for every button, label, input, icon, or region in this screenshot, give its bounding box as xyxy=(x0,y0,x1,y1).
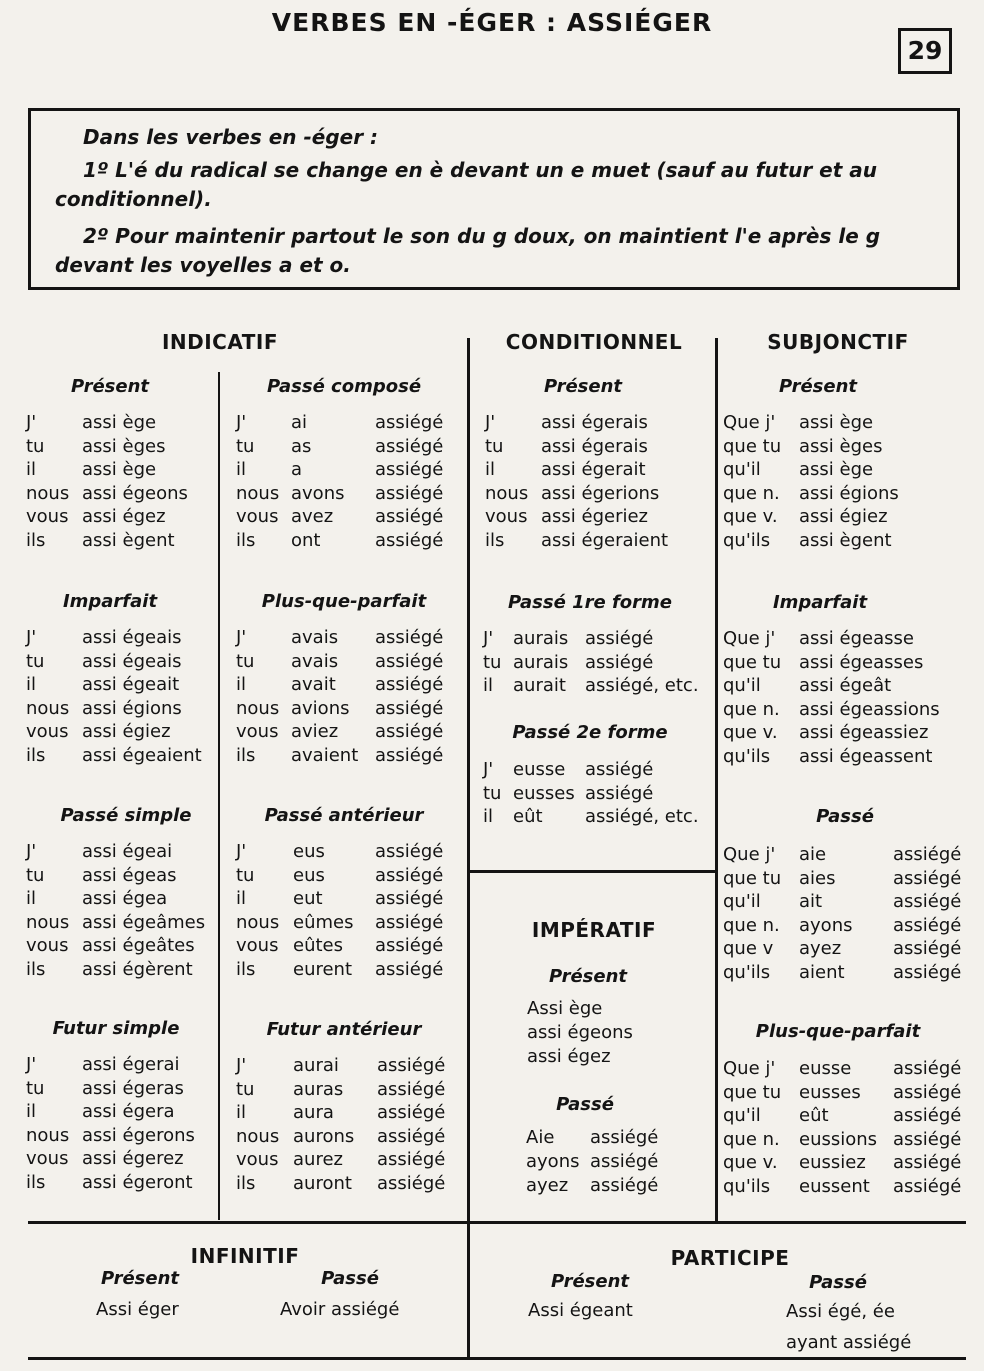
heading-participe: PARTICIPE xyxy=(670,1246,790,1270)
pronoun: tu xyxy=(26,864,45,886)
participle: assiégé xyxy=(375,697,444,719)
divider-page-bottom xyxy=(28,1357,966,1360)
participle: assiégé xyxy=(375,958,444,980)
tense-indicatif-passe-simple: Passé simple xyxy=(60,805,192,826)
verb-form: assi èges xyxy=(799,435,883,457)
pronoun: il xyxy=(236,888,247,910)
participle: assiégé xyxy=(893,938,962,960)
participle: assiégé xyxy=(893,1152,962,1174)
auxiliary: eussions xyxy=(799,1128,878,1150)
verb-form: assi égeons xyxy=(82,482,188,504)
participle: assiégé xyxy=(893,914,962,936)
pronoun: nous xyxy=(26,911,70,933)
tense-subjonctif-plus-que-parfait: Plus-que-parfait xyxy=(755,1021,921,1042)
divider-main-bottom xyxy=(28,1221,966,1224)
auxiliary: eusse xyxy=(799,1058,852,1079)
auxiliary: ayez xyxy=(526,1175,569,1196)
pronoun: vous xyxy=(236,721,279,743)
page-number: 29 xyxy=(898,28,952,74)
pronoun: J' xyxy=(483,628,494,649)
participle: assiégé, etc. xyxy=(585,806,699,828)
auxiliary: avais xyxy=(291,627,339,648)
tense-conditionnel-present: Présent xyxy=(543,376,623,397)
pronoun: J' xyxy=(26,627,37,648)
verb-form: assi égiez xyxy=(82,721,171,743)
participle: assiégé xyxy=(893,1105,962,1127)
pronoun: ils xyxy=(236,1172,256,1194)
auxiliary: ayons xyxy=(799,914,853,936)
participle: assiégé xyxy=(375,721,444,743)
verb-form: assi ège xyxy=(82,459,157,481)
page-title: VERBES EN -ÉGER : ASSIÉGER xyxy=(271,8,713,37)
participle: assiégé xyxy=(375,650,444,672)
block-indicatif-plus-que-parfait xyxy=(236,626,443,768)
block-indicatif-passe-anterieur xyxy=(236,840,443,982)
participle: assiégé xyxy=(377,1055,446,1076)
auxiliary: aurons xyxy=(293,1125,355,1147)
participle: assiégé xyxy=(377,1172,446,1194)
auxiliary: avez xyxy=(291,506,334,528)
block-indicatif-futur-simple xyxy=(26,1053,195,1195)
pronoun: J' xyxy=(236,841,247,862)
pronoun: J' xyxy=(26,841,37,862)
verb-form: assi égeriez xyxy=(541,506,649,528)
pronoun: tu xyxy=(483,651,502,673)
auxiliary: a xyxy=(291,459,303,481)
block-imperatif-present xyxy=(527,997,633,1069)
auxiliary: eusse xyxy=(513,759,566,780)
tense-indicatif-passe-anterieur: Passé antérieur xyxy=(264,805,424,826)
verb-form: assi èges xyxy=(82,435,166,457)
participe-present-value: Assi égeant xyxy=(528,1300,633,1321)
pronoun: nous xyxy=(26,1124,70,1146)
tense-imperatif-present: Présent xyxy=(548,966,628,987)
auxiliary: aurais xyxy=(513,651,569,673)
participle: assiégé xyxy=(893,1058,962,1079)
auxiliary: eusses xyxy=(799,1081,861,1103)
tense-imperatif-passe: Passé xyxy=(556,1094,614,1115)
participle: assiégé xyxy=(375,864,444,886)
verb-form: assi égeras xyxy=(82,1077,184,1099)
auxiliary: eût xyxy=(513,806,543,828)
participle: assiégé xyxy=(590,1175,659,1196)
auxiliary: aurait xyxy=(513,675,566,697)
participle: assiégé xyxy=(375,482,444,504)
heading-subjonctif: SUBJONCTIF xyxy=(767,330,909,354)
pronoun: il xyxy=(26,1101,37,1123)
pronoun: que n. xyxy=(723,914,780,936)
verb-form: assi égeassiez xyxy=(799,722,929,744)
rule-intro: Dans les verbes en -éger : xyxy=(83,125,379,149)
participe-passe-title: Passé xyxy=(809,1272,867,1293)
pronoun: que v xyxy=(723,938,774,960)
auxiliary: eût xyxy=(799,1105,829,1127)
pronoun: ils xyxy=(236,529,256,551)
pronoun: Que j' xyxy=(723,628,776,649)
participle: assiégé xyxy=(893,1081,962,1103)
pronoun: tu xyxy=(26,1077,45,1099)
pronoun: vous xyxy=(26,506,69,528)
auxiliary: eut xyxy=(293,888,323,910)
participle: assiégé xyxy=(377,1078,446,1100)
participle: assiégé xyxy=(893,1128,962,1150)
verb-form: assi égeront xyxy=(82,1171,193,1193)
block-conditionnel-passe-1 xyxy=(483,627,699,698)
verb-form: assi égerez xyxy=(82,1148,184,1170)
auxiliary: eusses xyxy=(513,782,575,804)
participle: assiégé xyxy=(375,627,444,648)
auxiliary: avaient xyxy=(291,744,359,766)
rule-point-2: 2º Pour maintenir partout le son du g doux, on maintient l'e après le g devant les voyelles a et o. xyxy=(55,224,881,277)
pronoun: que v. xyxy=(723,506,778,528)
auxiliary: eus xyxy=(293,864,325,886)
verb-form: assi égea xyxy=(82,888,168,910)
verb-form: assi égeassions xyxy=(799,698,940,720)
verb-form: assi ègent xyxy=(799,529,892,551)
tense-subjonctif-present: Présent xyxy=(778,376,858,397)
tense-subjonctif-passe: Passé xyxy=(816,806,874,827)
block-subjonctif-imparfait xyxy=(723,627,940,769)
pronoun: ils xyxy=(26,958,46,980)
block-indicatif-futur-anterieur xyxy=(236,1054,445,1196)
verb-form: assi égèrent xyxy=(82,958,193,980)
pronoun: ils xyxy=(236,958,256,980)
auxiliary: avions xyxy=(291,697,350,719)
verb-form: assi égeasses xyxy=(799,651,924,673)
auxiliary: eussent xyxy=(799,1175,870,1197)
verb-form: assi ège xyxy=(82,412,157,433)
pronoun: vous xyxy=(485,506,528,528)
rule-box xyxy=(28,108,960,290)
pronoun: que tu xyxy=(723,867,782,889)
imperatif-form: assi égez xyxy=(527,1046,611,1067)
pronoun: J' xyxy=(236,1055,247,1076)
auxiliary: eûmes xyxy=(293,911,354,933)
participle: assiégé xyxy=(375,744,444,766)
pronoun: que v. xyxy=(723,722,778,744)
pronoun: qu'il xyxy=(723,675,761,697)
auxiliary: as xyxy=(291,435,312,457)
participle: assiégé xyxy=(585,651,654,673)
auxiliary: auront xyxy=(293,1172,352,1194)
pronoun: nous xyxy=(236,911,280,933)
pronoun: qu'il xyxy=(723,891,761,913)
verb-form: assi ège xyxy=(799,459,874,481)
auxiliary: aura xyxy=(293,1102,334,1124)
block-subjonctif-passe xyxy=(723,843,961,985)
tense-indicatif-plus-que-parfait: Plus-que-parfait xyxy=(261,591,427,612)
pronoun: Que j' xyxy=(723,412,776,433)
participle: assiégé xyxy=(893,891,962,913)
auxiliary: aurais xyxy=(513,628,569,649)
participle: assiégé xyxy=(377,1149,446,1171)
tense-indicatif-futur-simple: Futur simple xyxy=(52,1018,180,1039)
block-subjonctif-plus-que-parfait xyxy=(723,1057,961,1199)
pronoun: que tu xyxy=(723,1081,782,1103)
pronoun: J' xyxy=(236,627,247,648)
tense-indicatif-passe-compose: Passé composé xyxy=(266,376,422,397)
pronoun: nous xyxy=(236,482,280,504)
pronoun: J' xyxy=(483,759,494,780)
block-imperatif-passe xyxy=(526,1126,658,1198)
verb-form: assi égeait xyxy=(82,674,180,696)
participle: assiégé xyxy=(590,1127,659,1148)
participle: assiégé xyxy=(893,867,962,889)
pronoun: qu'ils xyxy=(723,1175,771,1197)
tense-conditionnel-passe-1: Passé 1re forme xyxy=(507,592,672,613)
pronoun: J' xyxy=(26,412,37,433)
block-indicatif-imparfait xyxy=(26,626,202,768)
pronoun: ils xyxy=(236,744,256,766)
verb-form: assi égeât xyxy=(799,675,892,697)
heading-conditionnel: CONDITIONNEL xyxy=(505,330,683,354)
verb-form: assi égeâmes xyxy=(82,911,206,933)
pronoun: ils xyxy=(485,529,505,551)
pronoun: ils xyxy=(26,1171,46,1193)
pronoun: vous xyxy=(236,506,279,528)
block-indicatif-passe-compose xyxy=(236,411,443,553)
tense-indicatif-imparfait: Imparfait xyxy=(62,591,158,612)
pronoun: vous xyxy=(26,935,69,957)
block-indicatif-present xyxy=(26,411,188,553)
auxiliary: ayons xyxy=(526,1151,580,1172)
pronoun: tu xyxy=(236,864,255,886)
pronoun: que v. xyxy=(723,1152,778,1174)
verb-form: assi égerais xyxy=(541,435,648,457)
pronoun: il xyxy=(485,459,496,481)
pronoun: qu'ils xyxy=(723,745,771,767)
participle: assiégé xyxy=(375,459,444,481)
block-indicatif-passe-simple xyxy=(26,840,205,982)
block-conditionnel-passe-2 xyxy=(483,758,699,829)
imperatif-form: Assi ège xyxy=(527,998,603,1019)
pronoun: que n. xyxy=(723,698,780,720)
participle: assiégé xyxy=(893,1175,962,1197)
pronoun: qu'ils xyxy=(723,529,771,551)
pronoun: vous xyxy=(26,1148,69,1170)
auxiliary: avons xyxy=(291,482,345,504)
verb-form: assi égerait xyxy=(541,459,646,481)
pronoun: qu'ils xyxy=(723,961,771,983)
pronoun: nous xyxy=(26,482,70,504)
verb-form: assi égeâtes xyxy=(82,935,195,957)
tense-subjonctif-imparfait: Imparfait xyxy=(772,592,868,613)
pronoun: vous xyxy=(236,1149,279,1171)
verb-form: assi égeais xyxy=(82,650,182,672)
infinitif-passe-value: Avoir assiégé xyxy=(280,1299,400,1320)
participle: assiégé xyxy=(585,782,654,804)
auxiliary: ont xyxy=(291,529,321,551)
verb-form: assi égeas xyxy=(82,864,177,886)
pronoun: ils xyxy=(26,529,46,551)
pronoun: il xyxy=(236,459,247,481)
verb-form: assi égez xyxy=(82,506,166,528)
participle: assiégé xyxy=(375,529,444,551)
participle: assiégé xyxy=(375,935,444,957)
pronoun: il xyxy=(26,459,37,481)
pronoun: il xyxy=(236,1102,247,1124)
auxiliary: eurent xyxy=(293,958,353,980)
verb-form: assi égerions xyxy=(541,482,660,504)
block-subjonctif-present xyxy=(723,411,899,553)
auxiliary: auras xyxy=(293,1078,344,1100)
pronoun: tu xyxy=(26,650,45,672)
divider-indicatif-conditionnel xyxy=(467,338,470,1222)
verb-form: assi ège xyxy=(799,412,874,433)
verb-form: assi égerons xyxy=(82,1124,195,1146)
pronoun: tu xyxy=(236,435,255,457)
imperatif-form: assi égeons xyxy=(527,1022,633,1043)
pronoun: qu'il xyxy=(723,459,761,481)
pronoun: il xyxy=(236,674,247,696)
pronoun: J' xyxy=(236,412,247,433)
participle: assiégé xyxy=(585,628,654,649)
participle: assiégé, etc. xyxy=(585,675,699,697)
participle: assiégé xyxy=(377,1125,446,1147)
pronoun: tu xyxy=(483,782,502,804)
auxiliary: eussiez xyxy=(799,1152,866,1174)
tense-conditionnel-passe-2: Passé 2e forme xyxy=(512,722,668,743)
divider-conditionnel-subjonctif xyxy=(715,338,718,1222)
pronoun: vous xyxy=(26,721,69,743)
pronoun: Que j' xyxy=(723,844,776,865)
verb-form: assi égeais xyxy=(82,627,182,648)
divider-infinitif-participe xyxy=(467,1222,470,1358)
participle: assiégé xyxy=(375,841,444,862)
participle: assiégé xyxy=(375,506,444,528)
pronoun: il xyxy=(483,806,494,828)
auxiliary: aviez xyxy=(291,721,339,743)
verb-form: assi égions xyxy=(799,482,899,504)
pronoun: que tu xyxy=(723,435,782,457)
verb-form: assi égiez xyxy=(799,506,888,528)
pronoun: que n. xyxy=(723,482,780,504)
pronoun: il xyxy=(26,888,37,910)
auxiliary: avais xyxy=(291,650,339,672)
auxiliary: Aie xyxy=(526,1127,555,1148)
verb-form: assi égerais xyxy=(541,412,648,433)
participle: assiégé xyxy=(375,911,444,933)
pronoun: vous xyxy=(236,935,279,957)
heading-imperatif: IMPÉRATIF xyxy=(531,918,657,942)
heading-indicatif: INDICATIF xyxy=(161,330,279,354)
participle: assiégé xyxy=(375,888,444,910)
auxiliary: aurez xyxy=(293,1149,343,1171)
pronoun: qu'il xyxy=(723,1105,761,1127)
pronoun: que n. xyxy=(723,1128,780,1150)
rule-point-1: 1º L'é du radical se change en è devant un e muet (sauf au futur et au conditionnel). xyxy=(55,158,878,211)
verb-form: assi égeassent xyxy=(799,745,933,767)
auxiliary: avait xyxy=(291,674,336,696)
verb-form: assi égeai xyxy=(82,841,173,862)
pronoun: J' xyxy=(485,412,496,433)
auxiliary: aient xyxy=(799,961,845,983)
pronoun: que tu xyxy=(723,651,782,673)
pronoun: il xyxy=(483,675,494,697)
tense-indicatif-futur-anterieur: Futur antérieur xyxy=(266,1019,422,1040)
participle: assiégé xyxy=(375,674,444,696)
participle: assiégé xyxy=(893,844,962,865)
auxiliary: ayez xyxy=(799,938,842,960)
infinitif-present-title: Présent xyxy=(100,1268,180,1289)
pronoun: nous xyxy=(26,697,70,719)
pronoun: nous xyxy=(236,697,280,719)
pronoun: J' xyxy=(26,1054,37,1075)
participle: assiégé xyxy=(590,1151,659,1172)
verb-form: assi égeasse xyxy=(799,628,914,649)
pronoun: tu xyxy=(236,650,255,672)
auxiliary: eûtes xyxy=(293,935,343,957)
participe-passe-value-2: ayant assiégé xyxy=(786,1332,912,1353)
participe-present-title: Présent xyxy=(550,1271,630,1292)
block-conditionnel-present xyxy=(485,411,668,553)
pronoun: il xyxy=(26,674,37,696)
divider-indicatif-columns xyxy=(218,372,220,1220)
auxiliary: aies xyxy=(799,867,836,889)
pronoun: nous xyxy=(236,1125,280,1147)
auxiliary: ai xyxy=(291,412,308,433)
participle: assiégé xyxy=(375,435,444,457)
infinitif-present-value: Assi éger xyxy=(96,1299,179,1320)
pronoun: nous xyxy=(485,482,529,504)
pronoun: Que j' xyxy=(723,1058,776,1079)
divider-conditionnel-imperatif xyxy=(469,870,716,873)
verb-form: assi égions xyxy=(82,697,182,719)
verb-form: assi égera xyxy=(82,1101,175,1123)
verb-form: assi égerai xyxy=(82,1054,180,1075)
auxiliary: aie xyxy=(799,844,827,865)
verb-form: assi ègent xyxy=(82,529,175,551)
verb-form: assi égeaient xyxy=(82,744,202,766)
auxiliary: ait xyxy=(799,891,823,913)
auxiliary: aurai xyxy=(293,1055,339,1076)
infinitif-passe-title: Passé xyxy=(321,1268,379,1289)
participle: assiégé xyxy=(893,961,962,983)
heading-infinitif: INFINITIF xyxy=(190,1244,300,1268)
pronoun: tu xyxy=(236,1078,255,1100)
pronoun: tu xyxy=(485,435,504,457)
auxiliary: eus xyxy=(293,841,325,862)
participe-passe-value-1: Assi égé, ée xyxy=(786,1301,895,1322)
tense-indicatif-present: Présent xyxy=(70,376,150,397)
pronoun: ils xyxy=(26,744,46,766)
pronoun: tu xyxy=(26,435,45,457)
participle: assiégé xyxy=(375,412,444,433)
participle: assiégé xyxy=(585,759,654,780)
participle: assiégé xyxy=(377,1102,446,1124)
verb-form: assi égeraient xyxy=(541,529,669,551)
